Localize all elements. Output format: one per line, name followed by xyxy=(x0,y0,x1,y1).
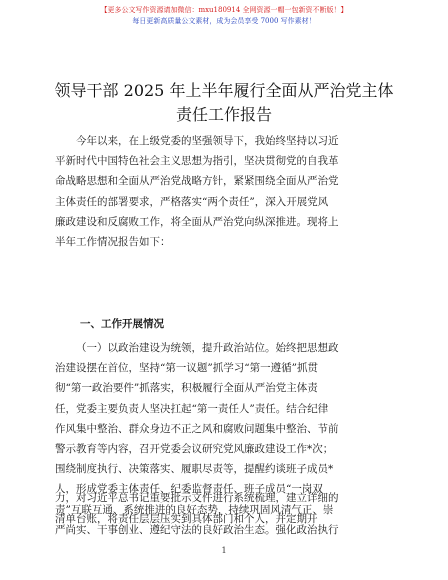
body-line: 彻“第一政治要件”抓落实，积极履行全面从严治党主体责 xyxy=(55,382,318,395)
promo-banner-line-2: 每日更新高质量公文素材，成为会员享受 7000 写作素材！ xyxy=(132,17,316,25)
intro-paragraph xyxy=(55,131,405,252)
body-line: 力，对习近平总书记重要批示文件进行系统梳理，建立详细的 xyxy=(55,492,339,504)
promo-banner-line-1: 【更多公文写作资源请加微信：mxu180914 全网资源一帽一包新资不断版！】 xyxy=(100,6,348,14)
intro-line: 命战略思想和全面从严治党战略方针，紧紧围绕全面从严治党 xyxy=(55,175,339,188)
document-title-line-2: 责任工作报告 xyxy=(175,105,272,124)
page-number: 1 xyxy=(221,546,227,555)
promo-banner xyxy=(0,5,448,27)
body-paragraph-continued xyxy=(55,488,405,530)
body-line: 任，党委主要负责人坚决扛起“第一责任人”责任。结合纪律 xyxy=(55,402,329,415)
body-line: 清单台账，将责任层层压实到具体部门和个人，并定期开 xyxy=(55,513,318,525)
body-line: 警示教育等内容，召开党委会议研究党风廉政建设工作*次； xyxy=(55,442,334,455)
intro-line: 半年工作情况报告如下： xyxy=(55,235,171,248)
body-line: 责”互联互通、系统推进的良好态势，持续巩固风清气正、崇 xyxy=(55,503,334,516)
intro-line: 主体责任的部署要求，严格落实“两个责任”，深入开展党风 xyxy=(55,195,329,208)
section-heading: 一、工作开展情况 xyxy=(80,318,164,330)
body-line: 严尚实、干事创业、遵纪守法的良好政治生态。强化政治执行 xyxy=(55,523,339,536)
body-line: （一）以政治建设为统领，提升政治站位。始终把思想政 xyxy=(76,342,339,354)
body-line: 作风集中整治、群众身边不正之风和腐败问题集中整治、节前 xyxy=(55,422,339,435)
intro-line: 今年以来，在上级党委的坚强领导下，我始终坚持以习近 xyxy=(76,135,339,147)
body-line: 治建设摆在首位，坚持“第一议题”抓学习“第一遵循”抓贯 xyxy=(55,362,318,375)
intro-line: 廉政建设和反腐败工作，将全面从严治党向纵深推进。现将上 xyxy=(55,215,339,228)
intro-line: 平新时代中国特色社会主义思想为指引，坚决贯彻党的自我革 xyxy=(55,155,339,168)
document-title-line-1: 领导干部 2025 年上半年履行全面从严治党主体 xyxy=(54,81,394,100)
body-line: 围绕制度执行、决策落实、履职尽责等，提醒约谈班子成员* xyxy=(55,463,334,476)
body-line: 人，形成党委主体责任、纪委监督责任、班子成员“一岗双 xyxy=(55,483,323,496)
